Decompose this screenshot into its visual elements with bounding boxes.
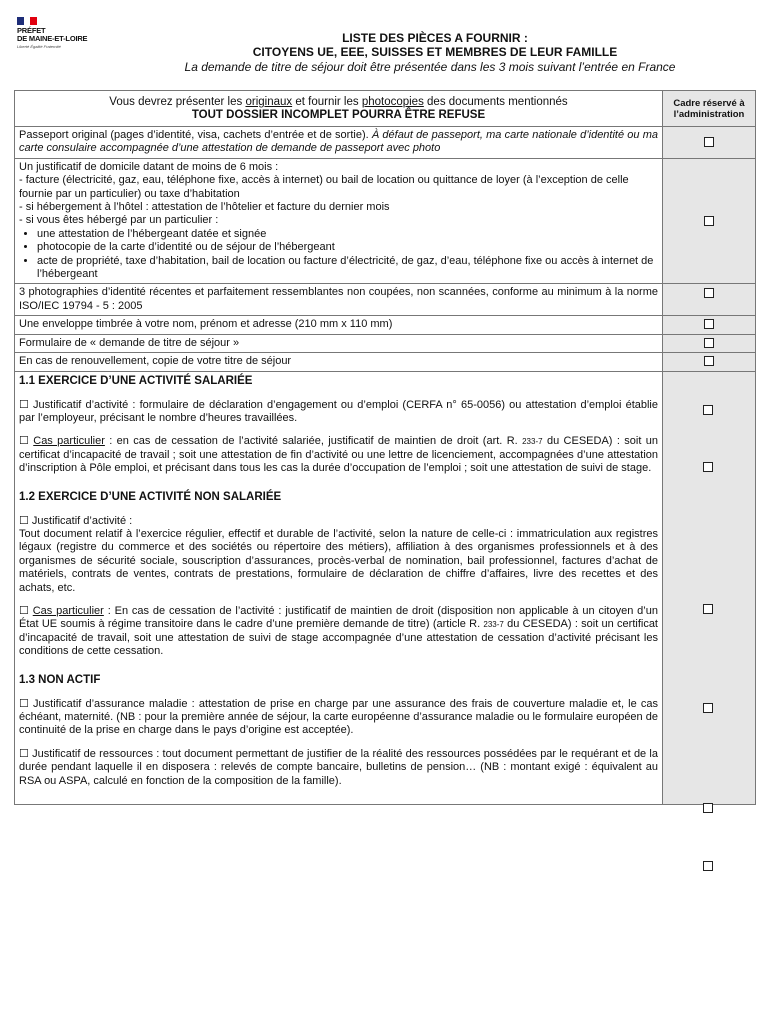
non-actif-assurance-text: Justificatif d’assurance maladie : attestation de prise en charge par une assurance des frais de couverture maladie et, le cas échéant, maternité. (NB : pour la première année de séjour, la carte européenne d’assurance maladie ou le formulaire européen de continuité de la prise en charge dans le pays d’origine est acceptée). [19,697,658,737]
salariee-cas [19,435,658,475]
domicile-list [19,228,658,282]
list-item: • acte de propriété, taxe d’habitation, bail de location ou facture d’électricité, de gaz, d’eau, téléphone fixe ou accès à internet de l’hébergeant [37,255,658,282]
table-row [15,284,756,316]
checkbox[interactable] [703,861,713,871]
admin-cell [663,316,756,334]
checkbox[interactable] [703,405,713,415]
sections-cell [15,371,663,805]
checkbox-glyph-icon: ☐ [19,435,29,448]
intro-text: et fournir les [292,96,362,108]
table-row [15,353,756,371]
checkbox[interactable] [703,462,713,472]
checkbox[interactable] [704,288,714,298]
domicile-line: - facture (électricité, gaz, eau, téléphone fixe, accès à internet) ou bail de location ou quittance de loyer (à l’exception de celle fournie par un particulier) ou taxe d’habitation [19,174,629,200]
domicile-line: - si vous êtes hébergé par un particulier : [19,214,219,227]
page-header [100,31,770,75]
non-salariee-activity-head: Justificatif d’activité : [28,514,133,527]
checkbox-glyph-icon: ☐ [19,697,29,710]
documents-table [14,90,756,805]
renewal-cell: En cas de renouvellement, copie de votre titre de séjour [15,353,663,371]
list-item: • photocopie de la carte d’identité ou de séjour de l’hébergeant [37,241,658,254]
flag-icon [17,17,37,25]
checkbox[interactable] [703,703,713,713]
article-number: 233-7 [483,620,504,630]
cas-particulier: Cas particulier [33,435,105,448]
checkbox-glyph-icon: ☐ [19,604,29,617]
admin-cell [663,158,756,284]
passport-cell [15,127,663,159]
table-header-row [15,91,756,127]
photocopies-text: photocopies [361,96,424,108]
checkbox[interactable] [704,319,714,329]
domicile-line: - si hébergement à l’hôtel : attestation de l’hôtelier et facture du dernier mois [19,201,390,214]
non-actif-ressources [19,748,658,788]
incomplete-warning: TOUT DOSSIER INCOMPLET POURRA ÊTRE REFUSE [191,109,486,122]
table-row [15,127,756,159]
passport-italic: À défaut de passeport, ma carte nationale d’identité ou ma carte consulaire accompagnée d’une attestation de demande de passeport avec photo [19,129,658,155]
list-item: • une attestation de l’hébergeant datée et signée [37,228,658,241]
title-line1: LISTE DES PIÈCES A FOURNIR : [342,31,528,45]
non-salariee-activity [19,515,658,595]
form-cell: Formulaire de « demande de titre de séjour » [15,334,663,352]
section-title-non-actif: 1.3 NON ACTIF [19,673,101,686]
intro-text: des documents mentionnés [423,96,568,108]
checkbox[interactable] [704,356,714,366]
non-actif-ressources-text: Justificatif de ressources : tout document permettant de justifier de la réalité des ressources possédées par le requérant et de la durée pendant laquelle il en disposera : relevés de compte bancaire, bulletins de pension… (NB : montant exigé : équivalent au RSA ou ASPA, calculé en fonction de la composition de la famille). [19,747,658,787]
prefecture-logo [17,17,107,50]
non-salariee-cas-text: : En cas de cessation de l’activité : justificatif de maintien de droit (disposition non applicable à un citoyen d’un État UE soumis à régime transitoire dans le cadre d’une première demande de titre) (article R. [19,604,658,631]
checkbox-glyph-icon: ☐ [19,398,29,411]
originaux-text: originaux [245,96,293,108]
logo-line2: DE MAINE-ET-LOIRE [17,34,88,43]
checkbox[interactable] [703,803,713,813]
passport-text: Passeport original (pages d’identité, visa, cachets d’entrée et de sortie). [19,129,372,141]
table-row [15,316,756,334]
salariee-activity [19,399,658,426]
non-salariee-cas-text: du CESEDA) : soit un certificat d’incapacité de travail, soit une attestation de suivi de stage accompagnée d’une attestation de cessation d’activité précisant les conditions de cette cessation. [19,618,658,658]
non-salariee-cas [19,605,658,659]
admin-header-text: Cadre réservé à l’administration [673,97,745,120]
checkbox[interactable] [704,216,714,226]
checkbox[interactable] [704,137,714,147]
non-actif-assurance [19,698,658,738]
checkbox[interactable] [703,604,713,614]
section-title-non-salariee: 1.2 EXERCICE D’UNE ACTIVITÉ NON SALARIÉE [19,490,282,503]
subtitle: La demande de titre de séjour doit être présentée dans les 3 mois suivant l’entrée en France [184,60,676,74]
checkbox[interactable] [704,338,714,348]
cas-particulier: Cas particulier [32,604,104,617]
section-title-salariee: 1.1 EXERCICE D’UNE ACTIVITÉ SALARIÉE [19,374,253,387]
salariee-cas-text: : en cas de cessation de l’activité salariée, justificatif de maintien de droit (art. R. [104,435,523,448]
domicile-intro: Un justificatif de domicile datant de moins de 6 mois : [19,160,279,173]
checkbox-glyph-icon: ☐ [19,514,29,527]
logo-line1: PRÉFET [17,26,46,35]
domicile-cell [15,158,663,284]
intro-cell [15,91,663,127]
admin-cell [663,284,756,316]
checkbox-glyph-icon: ☐ [19,747,29,760]
admin-cell [663,334,756,352]
admin-cell [663,371,756,805]
salariee-cas-text: du CESEDA) : soit un certificat d’incapacité de travail ; soit une attestation de fin d’activité ou une lettre de licenciement, accompagnées d’une attestation d’inscription à Pôle emploi, et précisant dans tous les cas la durée d’occupation de l’emploi ; soit une attestation de suivi de stage. [19,435,658,475]
table-row [15,371,756,805]
logo-motto: Liberté Égalité Fraternité [17,44,61,49]
admin-header [663,91,756,127]
table-row [15,158,756,284]
intro-text: Vous devrez présenter les [109,96,246,108]
photos-cell: 3 photographies d’identité récentes et parfaitement ressemblantes non coupées, non scannées, conforme au minimum à la norme ISO/IEC 19794 - 5 : 2005 [15,284,663,316]
title-line2: CITOYENS UE, EEE, SUISSES ET MEMBRES DE LEUR FAMILLE [252,45,618,59]
admin-cell [663,127,756,159]
admin-cell [663,353,756,371]
envelope-cell: Une enveloppe timbrée à votre nom, prénom et adresse (210 mm x 110 mm) [15,316,663,334]
non-salariee-activity-text: Tout document relatif à l’exercice régulier, effectif et durable de l’activité, selon la nature de celle-ci : immatriculation aux registres légaux (registre du commerce et des sociétés ou répertoire des métiers), affiliation à des organismes professionnels et à des organismes de sécurité sociale, souscription d’assurances, procès-verbal de nomination, bail professionnel, factures d’achat de matériels, contrats de ventes, contrats de prestations, formulaire de déclaration de chiffre d’affaires, livre des recettes et des achats, etc. [19,527,658,594]
salariee-activity-text: Justificatif d’activité : formulaire de déclaration d’engagement ou d’emploi (CERFA n° 65-0056) ou attestation d’emploi établie par l’employeur, précisant le nombre d’heures travaillées. [19,398,658,424]
article-number: 233-7 [522,437,543,447]
table-row [15,334,756,352]
